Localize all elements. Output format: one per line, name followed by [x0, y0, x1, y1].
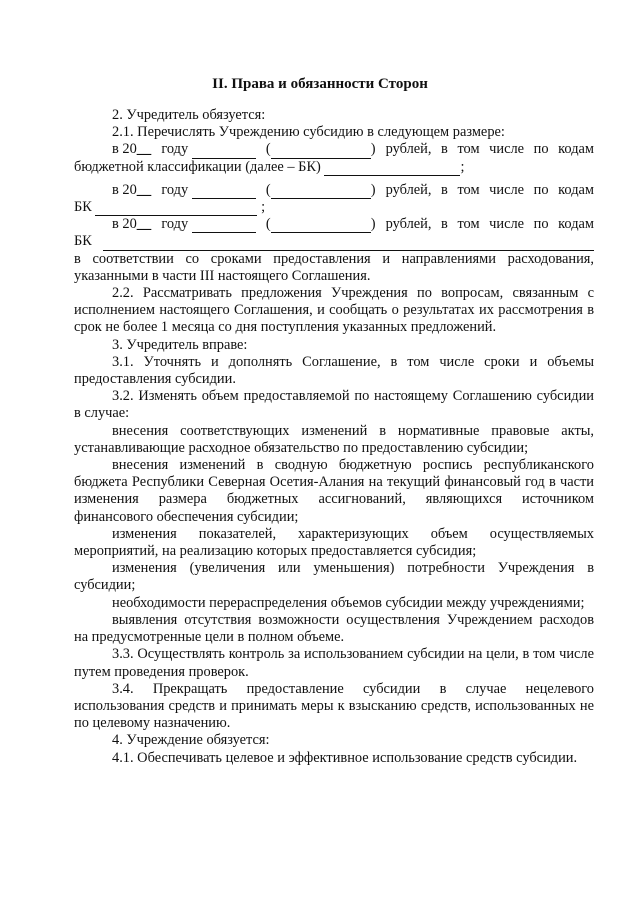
- case-2: внесения изменений в сводную бюджетную роспись республиканского бюджета Республики Северная Осетия-Алания на текущий финансовый год в части изменения размера бюджетных ассигнований, являющихся источником финансового обеспечения субсидии;: [74, 457, 594, 525]
- row-tail: рублей, в том числе по кодам: [385, 141, 595, 158]
- year-word: году: [161, 181, 189, 198]
- year-prefix: в 20: [112, 216, 137, 233]
- subsidy-row-1-bk: [74, 159, 594, 176]
- case-4: изменения (увеличения или уменьшения) потребности Учреждения в субсидии;: [74, 560, 594, 594]
- clause-2-2: 2.2. Рассматривать предложения Учреждения по вопросам, связанным с исполнением настоящего Соглашения, и сообщать о результатах их рассмотрения в срок не более 1 месяца со дня поступления указанных предложений.: [74, 285, 594, 336]
- clause-4-1: 4.1. Обеспечивать целевое и эффективное использование средств субсидии.: [112, 749, 578, 766]
- row-tail: рублей, в том числе по кодам: [385, 181, 595, 198]
- clause-3-3: 3.3. Осуществлять контроль за использованием субсидии на цели, в том числе путем проведения проверок.: [74, 646, 594, 680]
- amount-open-paren: (: [265, 216, 271, 233]
- bk-code-blank: [95, 203, 257, 216]
- clause-3-1: 3.1. Уточнять и дополнять Соглашение, в том числе сроки и объемы предоставления субсидии.: [74, 353, 594, 388]
- year-prefix: в 20: [112, 141, 137, 158]
- amount-blank: [192, 186, 256, 199]
- clause-4: 4. Учреждение обязуется:: [112, 732, 270, 749]
- amount-close-paren: ): [370, 181, 376, 198]
- section-title: II. Права и обязанности Сторон: [212, 76, 428, 92]
- clause-3-2: 3.2. Изменять объем предоставляемой по настоящему Соглашению субсидии в случае:: [74, 388, 594, 422]
- semicolon: ;: [261, 199, 266, 216]
- amount-close-paren: ): [370, 141, 376, 158]
- subsidy-row-2-bk: [74, 199, 594, 216]
- clause-3: 3. Учредитель вправе:: [112, 336, 248, 353]
- year-blank: __: [136, 216, 152, 233]
- amount-blank: [192, 220, 256, 233]
- amount-words-blank: [271, 146, 371, 159]
- year-blank: __: [136, 181, 152, 198]
- document-body: [74, 107, 594, 767]
- bk-code-blank: [103, 238, 594, 251]
- clause-3-4: 3.4. Прекращать предоставление субсидии в случае нецелевого использования средств и принимать меры к взысканию средств, использованных не по целевому назначению.: [74, 680, 594, 732]
- subsidy-row-3-bk: [74, 233, 594, 250]
- bk-label-long: бюджетной классификации (далее – БК): [74, 158, 321, 175]
- semicolon: ;: [460, 158, 465, 175]
- case-6: выявления отсутствия возможности осуществления Учреждением расходов на предусмотренные цели в полном объеме.: [74, 611, 594, 646]
- year-word: году: [161, 141, 189, 158]
- subsidy-row-3: [74, 216, 594, 233]
- row-tail: рублей, в том числе по кодам: [385, 216, 595, 233]
- year-blank: __: [136, 141, 152, 158]
- year-prefix: в 20: [112, 181, 137, 198]
- amount-open-paren: (: [265, 181, 271, 198]
- subsidy-row-1: [74, 141, 594, 158]
- case-3: изменения показателей, характеризующих объем осуществляемых мероприятий, на реализацию которых предоставляется субсидия;: [74, 525, 594, 560]
- bk-code-blank: [324, 163, 460, 176]
- amount-words-blank: [271, 186, 371, 199]
- clause-2-1: 2.1. Перечислять Учреждению субсидию в следующем размере:: [112, 124, 505, 141]
- amount-words-blank: [271, 220, 371, 233]
- rows-continuation: в соответствии со сроками предоставления и направлениями расходования, указанными в части III настоящего Соглашения.: [74, 250, 594, 284]
- subsidy-row-2: [74, 182, 594, 199]
- amount-blank: [192, 146, 256, 159]
- case-1: внесения соответствующих изменений в нормативные правовые акты, устанавливающие расходное обязательство по предоставлению субсидии;: [74, 422, 594, 456]
- bk-label: БК: [74, 199, 92, 216]
- amount-open-paren: (: [265, 141, 271, 158]
- bk-label: БК: [74, 233, 92, 250]
- clause-2: 2. Учредитель обязуется:: [112, 107, 266, 123]
- case-5: необходимости перераспределения объемов субсидии между учреждениями;: [112, 594, 585, 611]
- amount-close-paren: ): [370, 216, 376, 233]
- year-word: году: [161, 216, 189, 233]
